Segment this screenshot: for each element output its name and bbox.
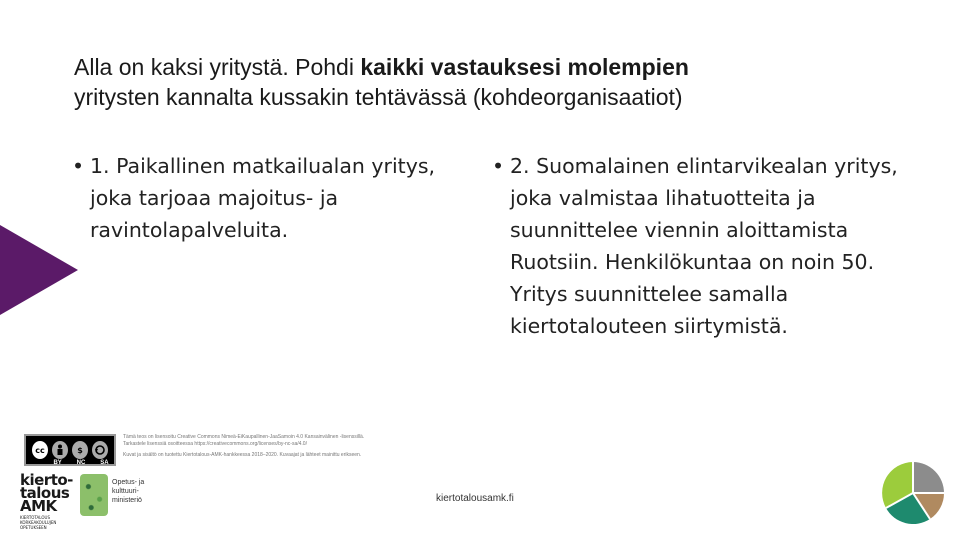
title-part1: Alla on kaksi yritystä. Pohdi [74, 54, 361, 80]
purple-arrow-decoration [0, 225, 80, 315]
bullet-column-right [492, 150, 902, 342]
bullet-text-company-2: 2. Suomalainen elintarvikealan yritys, joka valmistaa lihatuotteita ja suunnittelee viennin aloittamista Ruotsiin. Henkilökuntaa on noin 50. Yritys suunnittelee samalla kiertotalouteen siirtymistä. [510, 154, 898, 338]
cc-icon: cc [30, 439, 50, 461]
cc-label-nc: NC [76, 460, 86, 466]
license-paragraph-1: Tämä teos on lisensoitu Creative Commons Nimeä-EiKaupallinen-JaaSamoin 4.0 Kansainvälinen -lisenssillä. Tarkastele lisenssiä osoitteessa https://creativecommons.org/licenses/by-nc-sa/4.0/ [123, 434, 365, 447]
logo-line-3: AMK [20, 497, 57, 515]
license-paragraph-2: Kuvat ja sisältö on tuotettu Kiertotalous-AMK-hankkeessa 2018–2020. Kuvaajat ja lähteet mainittu erikseen. [123, 452, 362, 458]
logo-line-2: talous [20, 484, 70, 502]
license-text [123, 434, 373, 463]
ministry-line-2: kulttuuri- [112, 488, 139, 495]
by-person-icon [50, 439, 70, 461]
bullet-marker: • [72, 154, 85, 178]
bullet-marker: • [492, 154, 505, 178]
ministry-line-1: Opetus- ja [112, 479, 145, 486]
logo-subtext: KIERTOTALOUS KORKEAKOULUJEN OPETUKSEEN [20, 515, 57, 530]
sharealike-icon [90, 439, 110, 461]
list-item [72, 150, 472, 246]
ministry-seal-icon [80, 474, 108, 516]
cc-label-sa: SA [100, 460, 109, 466]
title-line2: yritysten kannalta kussakin tehtävässä (kohdeorganisaatiot) [74, 84, 683, 110]
logo-line-1: kierto- [20, 471, 73, 489]
cc-badge-labels [46, 460, 116, 466]
brand-pie-logo-icon [880, 460, 946, 526]
ministry-line-3: ministeriö [112, 497, 142, 504]
title-bold-part: kaikki vastauksesi molempien [360, 54, 689, 80]
bullet-text-company-1: 1. Paikallinen matkailualan yritys, joka tarjoaa majoitus- ja ravintolapalveluita. [90, 154, 436, 242]
bullet-column-left [72, 150, 472, 246]
kiertotalous-amk-logo [20, 471, 80, 530]
ministry-name [112, 478, 172, 505]
list-item [492, 150, 902, 342]
footer-url-link[interactable]: kiertotalousamk.fi [436, 493, 514, 504]
noncommercial-icon: $ [70, 439, 90, 461]
cc-label-by: BY [53, 460, 62, 466]
page-title [74, 52, 904, 112]
